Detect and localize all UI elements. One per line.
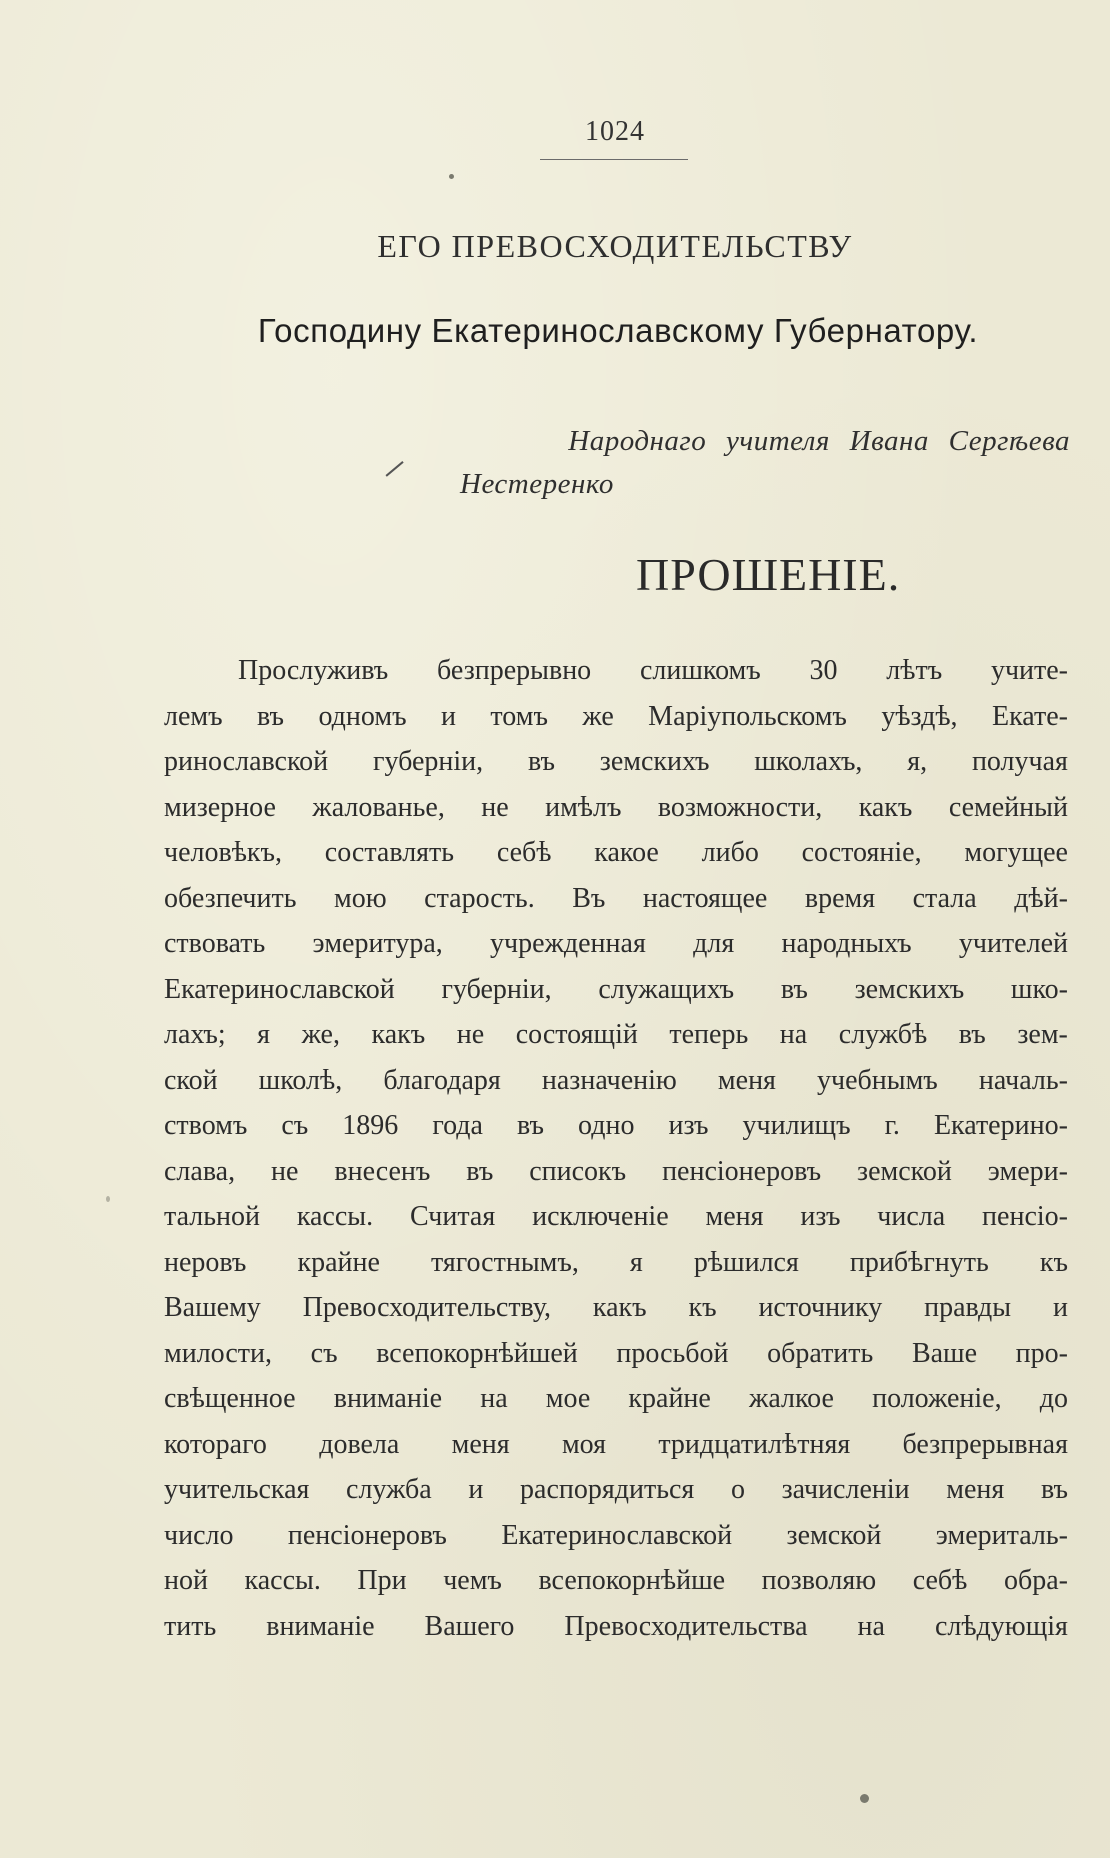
body-word: съ xyxy=(310,1337,338,1369)
body-word: зем- xyxy=(1017,1019,1068,1050)
body-word: слишкомъ xyxy=(639,655,761,686)
body-word: про- xyxy=(1015,1337,1068,1369)
body-word: имѣлъ xyxy=(545,791,622,823)
body-line xyxy=(164,1422,1068,1468)
body-word: кассы. xyxy=(296,1201,374,1232)
body-word: земской xyxy=(857,1155,952,1187)
body-word: служба xyxy=(346,1474,432,1505)
body-word: ствомъ xyxy=(164,1110,248,1141)
addressee-name: Господину Екатеринославскому Губернатору. xyxy=(257,312,979,349)
body-line xyxy=(164,694,1068,740)
body-line xyxy=(164,967,1068,1013)
document-title: ПРОШЕНІЕ. xyxy=(636,549,901,600)
body-word: могущее xyxy=(964,837,1068,868)
body-word: распорядиться xyxy=(520,1474,695,1505)
body-word: число xyxy=(164,1519,234,1551)
body-word: источнику xyxy=(758,1292,883,1323)
body-word: внесенъ xyxy=(334,1155,431,1187)
body-line xyxy=(164,1149,1068,1195)
body-line xyxy=(164,876,1068,922)
body-word: семейный xyxy=(948,791,1068,823)
body-word: учителей xyxy=(958,928,1068,959)
body-word: земскихъ xyxy=(599,746,710,777)
body-word: какъ xyxy=(592,1292,647,1323)
body-word: зачисленіи xyxy=(781,1474,910,1505)
body-word: Екате- xyxy=(991,700,1068,732)
body-line xyxy=(164,1558,1068,1604)
body-word: всепокорнѣйше xyxy=(538,1565,726,1596)
body-word: возможности, xyxy=(657,791,823,823)
body-word: я xyxy=(629,1246,643,1278)
body-word: тридцатилѣтняя xyxy=(658,1428,851,1460)
body-word: крайне xyxy=(297,1246,380,1278)
body-line xyxy=(164,739,1068,785)
ink-speck xyxy=(860,1794,869,1803)
body-word: въ xyxy=(1040,1474,1068,1505)
body-line xyxy=(164,830,1068,876)
body-word: пенсіонеровъ xyxy=(662,1155,822,1187)
body-word: г. xyxy=(884,1110,900,1141)
body-word: изъ xyxy=(800,1201,841,1232)
body-word: Превосходительству, xyxy=(302,1292,552,1323)
sender-line-1 xyxy=(568,425,1070,458)
body-word: съ xyxy=(281,1110,309,1141)
body-word: школахъ, xyxy=(754,746,863,777)
body-word: составлять xyxy=(324,837,455,868)
body-word: списокъ xyxy=(529,1155,627,1187)
body-word: эмериталь- xyxy=(935,1519,1068,1551)
body-word: исключеніе xyxy=(532,1201,669,1232)
sender-word: Сергѣева xyxy=(948,425,1070,457)
body-word: слѣдующія xyxy=(934,1610,1068,1642)
body-word: себѣ xyxy=(496,837,552,868)
body-word: года xyxy=(432,1110,483,1141)
body-word: 30 xyxy=(809,655,838,686)
body-word: получая xyxy=(971,746,1068,777)
body-word: старость. xyxy=(424,882,535,914)
sender-word: Ивана xyxy=(849,425,929,457)
body-word: При xyxy=(357,1565,407,1596)
ink-speck xyxy=(449,174,454,179)
body-line xyxy=(164,1285,1068,1331)
body-word: вниманіе xyxy=(266,1610,375,1642)
body-word: дѣй- xyxy=(1014,882,1068,914)
body-word: же xyxy=(582,700,614,732)
body-line xyxy=(164,1513,1068,1559)
body-word: губерніи, xyxy=(372,746,484,777)
body-word: на xyxy=(779,1019,808,1050)
body-line xyxy=(164,1331,1068,1377)
body-word: томъ xyxy=(490,700,548,732)
body-word: жалованье, xyxy=(312,791,445,823)
body-word: не xyxy=(456,1019,485,1050)
body-word: въ xyxy=(527,746,555,777)
body-word: довела xyxy=(319,1428,400,1460)
body-word: безпрерывная xyxy=(902,1428,1068,1460)
page-number: 1024 xyxy=(585,116,645,147)
body-word: 1896 xyxy=(342,1110,399,1141)
body-word: въ xyxy=(958,1019,986,1050)
body-word: службѣ xyxy=(838,1019,928,1050)
body-word: неровъ xyxy=(164,1246,247,1278)
body-word: либо xyxy=(701,837,759,868)
body-word: одномъ xyxy=(318,700,407,732)
body-word: положеніе, xyxy=(872,1383,1002,1414)
body-word: для xyxy=(693,928,735,959)
body-word: школѣ, xyxy=(258,1064,343,1096)
body-word: Превосходительства xyxy=(564,1610,808,1642)
body-word: на xyxy=(480,1383,508,1414)
body-line xyxy=(164,1103,1068,1149)
body-word: къ xyxy=(688,1292,717,1323)
body-word: губерніи, xyxy=(441,973,552,1005)
body-word: безпрерывно xyxy=(437,655,592,686)
body-line xyxy=(164,1012,1068,1058)
body-word: шко- xyxy=(1010,973,1068,1005)
body-line xyxy=(164,1376,1068,1422)
body-line xyxy=(164,1058,1068,1104)
body-word: тальной xyxy=(164,1201,260,1232)
body-word: эмеритура, xyxy=(312,928,443,959)
sender-line-2: Нестеренко xyxy=(460,468,614,500)
body-word: Ваше xyxy=(911,1337,978,1369)
body-word: меня xyxy=(717,1064,776,1096)
body-word: въ xyxy=(780,973,808,1005)
body-word: учрежденная xyxy=(490,928,646,959)
body-word: тить xyxy=(164,1610,217,1642)
body-word: стала xyxy=(912,882,977,914)
body-word: Екатеринославской xyxy=(164,973,395,1005)
body-word: Екатерино- xyxy=(933,1110,1068,1141)
body-word: въ xyxy=(516,1110,544,1141)
body-word: уѣздѣ, xyxy=(881,700,958,732)
body-word: себѣ xyxy=(912,1565,968,1596)
body-word: лемъ xyxy=(164,700,223,732)
body-word: обра- xyxy=(1003,1565,1068,1596)
body-word: и xyxy=(468,1474,484,1505)
body-word: къ xyxy=(1039,1246,1068,1278)
body-word: изъ xyxy=(668,1110,709,1141)
page-number-underline xyxy=(540,159,688,160)
body-word: земской xyxy=(786,1519,882,1551)
body-word: Считая xyxy=(409,1201,496,1232)
petition-body xyxy=(164,648,1068,1649)
body-word: ской xyxy=(164,1064,218,1096)
body-word: состояніе, xyxy=(801,837,922,868)
body-word: пенсіо- xyxy=(982,1201,1068,1232)
body-line xyxy=(164,785,1068,831)
body-word: не xyxy=(481,791,509,823)
body-word: кассы. xyxy=(244,1565,321,1596)
body-word: настоящее xyxy=(642,882,768,914)
body-word: котораго xyxy=(164,1428,267,1460)
body-word: учительская xyxy=(164,1474,310,1505)
body-line xyxy=(164,1467,1068,1513)
body-word: Прослуживъ xyxy=(238,655,389,686)
pencil-mark xyxy=(386,461,404,476)
body-word: мое xyxy=(545,1383,591,1414)
body-word: и xyxy=(1053,1292,1068,1323)
body-word: жалкое xyxy=(748,1383,834,1414)
body-line xyxy=(164,648,1068,694)
body-word: до xyxy=(1039,1383,1068,1414)
body-word: пенсіонеровъ xyxy=(287,1519,447,1551)
body-word: крайне xyxy=(628,1383,711,1414)
body-word: Вашему xyxy=(164,1292,261,1323)
body-word: какъ xyxy=(858,791,913,823)
body-word: теперь xyxy=(669,1019,749,1050)
body-word: лахъ; xyxy=(164,1019,226,1050)
body-word: Вашего xyxy=(424,1610,515,1642)
sender-word: учителя xyxy=(725,425,830,457)
body-word: лѣтъ xyxy=(886,655,943,686)
sender-word: Народнаго xyxy=(568,425,707,457)
body-word: слава, xyxy=(164,1155,236,1187)
body-word: одно xyxy=(578,1110,635,1141)
body-word: я xyxy=(257,1019,271,1050)
body-word: въ xyxy=(257,700,285,732)
body-word: Въ xyxy=(572,882,606,914)
body-word: меня xyxy=(946,1474,1005,1505)
body-word: назначенію xyxy=(541,1064,677,1096)
body-word: прибѣгнуть xyxy=(849,1246,989,1278)
body-word: просьбой xyxy=(616,1337,729,1369)
body-word: я, xyxy=(907,746,928,777)
body-word: учебнымъ xyxy=(817,1064,938,1096)
body-word: чемъ xyxy=(443,1565,502,1596)
body-word: Екатеринославской xyxy=(501,1519,733,1551)
body-word: народныхъ xyxy=(781,928,912,959)
body-word: позволяю xyxy=(761,1565,877,1596)
body-line xyxy=(164,1240,1068,1286)
body-word: ствовать xyxy=(164,928,266,959)
body-word: служащихъ xyxy=(598,973,735,1005)
body-word: въ xyxy=(466,1155,494,1187)
body-word: милости, xyxy=(164,1337,273,1369)
body-word: какъ xyxy=(371,1019,426,1050)
addressee-title: ЕГО ПРЕВОСХОДИТЕЛЬСТВУ xyxy=(377,228,853,264)
body-line xyxy=(164,921,1068,967)
ink-speck xyxy=(106,1196,110,1202)
body-word: меня xyxy=(451,1428,510,1460)
body-word: ной xyxy=(164,1565,208,1596)
body-word: правды xyxy=(924,1292,1012,1323)
body-word: моя xyxy=(561,1428,607,1460)
body-word: о xyxy=(730,1474,745,1505)
body-word: меня xyxy=(705,1201,764,1232)
body-word: ринославской xyxy=(164,746,329,777)
body-word: время xyxy=(804,882,876,914)
body-word: на xyxy=(857,1610,885,1642)
body-word: обратить xyxy=(767,1337,874,1369)
body-word: вниманіе xyxy=(333,1383,443,1414)
body-word: Маріупольскомъ xyxy=(648,700,847,732)
body-word: свѣщенное xyxy=(164,1383,296,1414)
body-word: мизерное xyxy=(164,791,276,823)
body-word: рѣшился xyxy=(693,1246,799,1278)
body-word: учите- xyxy=(990,655,1068,686)
body-word: училищъ xyxy=(742,1110,851,1141)
body-word: числа xyxy=(877,1201,946,1232)
body-line xyxy=(164,1604,1068,1650)
body-word: началь- xyxy=(978,1064,1068,1096)
body-word: тягостнымъ, xyxy=(430,1246,579,1278)
body-word: всепокорнѣйшей xyxy=(376,1337,578,1369)
body-word: не xyxy=(271,1155,299,1187)
body-word: эмери- xyxy=(987,1155,1068,1187)
body-word: обезпечить xyxy=(164,882,297,914)
body-word: какое xyxy=(594,837,659,868)
body-word: и xyxy=(440,700,456,732)
body-word: человѣкъ, xyxy=(164,837,282,868)
body-word: земскихъ xyxy=(854,973,965,1005)
body-word: же, xyxy=(301,1019,340,1050)
body-word: благодаря xyxy=(383,1064,501,1096)
body-word: состоящій xyxy=(515,1019,638,1050)
body-line xyxy=(164,1194,1068,1240)
body-word: мою xyxy=(334,882,387,914)
